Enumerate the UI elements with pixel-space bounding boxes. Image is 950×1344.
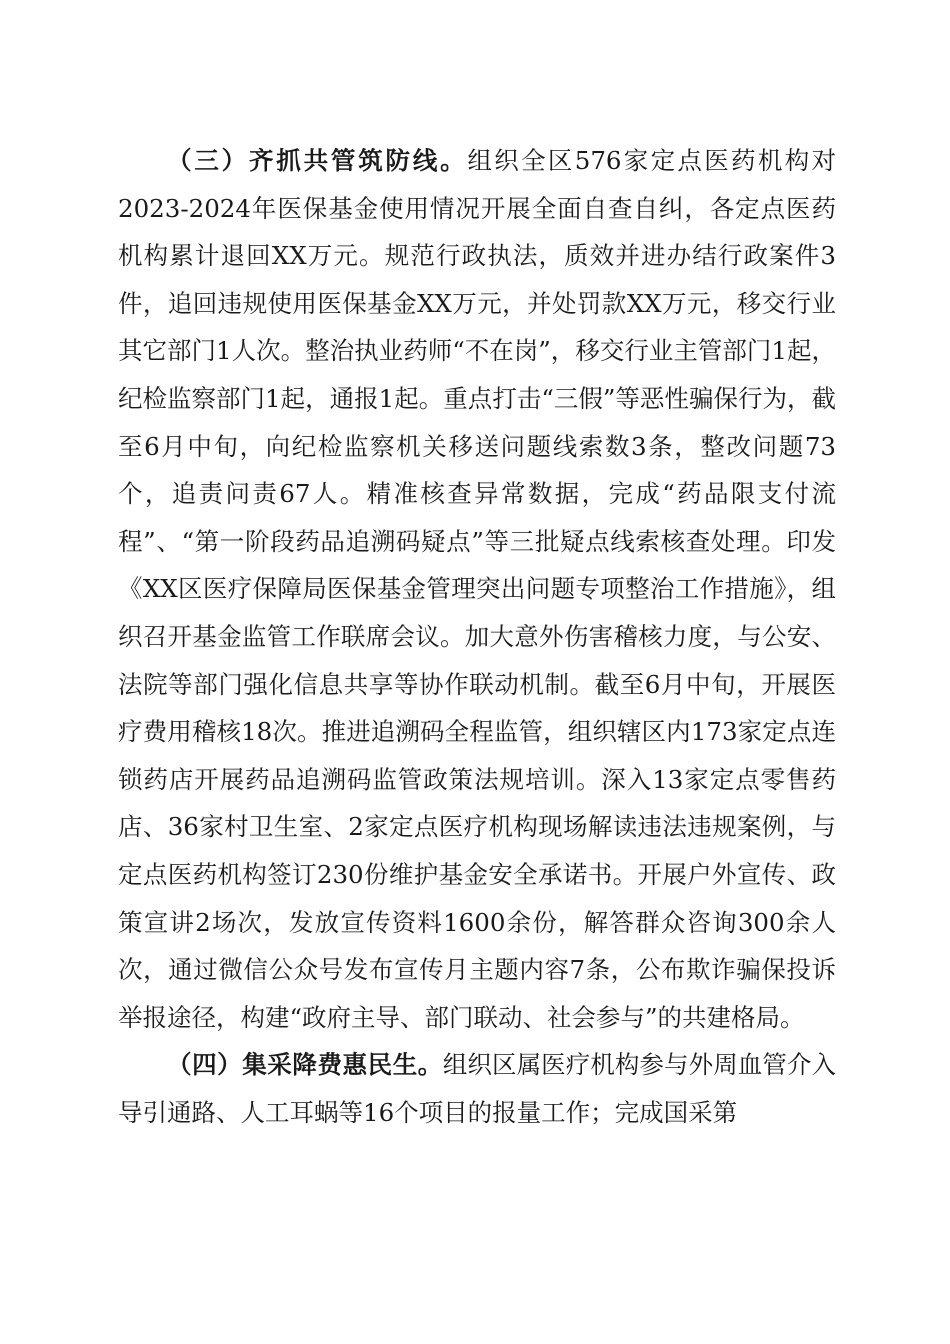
section-4-body: 组织区属医疗机构参与外周血管介入导引通路、人工耳蜗等16个项目的报量工作；完成国采第 <box>118 1050 837 1127</box>
section-3-body: 组织全区576家定点医药机构对2023-2024年医保基金使用情况开展全面自查自纠，各定点医药机构累计退回XX万元。规范行政执法，质效并进办结行政案件3件，追回违规使用医保基金XX万元，并处罚款XX万元，移交行业其它部门1人次。整治执业药师“不在岗”，移交行业主管部门1起，纪检监察部门1起，通报1起。重点打击“三假”等恶性骗保行为，截至6月中旬，向纪检监察机关移送问题线索数3条，整改问题73个，追责问责67人。精准核查异常数据，完成“药品限支付流程”、“第一阶段药品追溯码疑点”等三批疑点线索核查处理。印发《XX区医疗保障局医保基金管理突出问题专项整治工作措施》，组织召开基金监管工作联席会议。加大意外伤害稽核力度，与公安、法院等部门强化信息共享等协作联动机制。截至6月中旬，开展医疗费用稽核18次。推进追溯码全程监管，组织辖区内173家定点连锁药店开展药品追溯码监管政策法规培训。深入13家定点零售药店、36家村卫生室、2家定点医疗机构现场解读违法违规案例，与定点医药机构签订230份维护基金安全承诺书。开展户外宣传、政策宣讲2场次，发放宣传资料1600余份，解答群众咨询300余人次，通过微信公众号发布宣传月主题内容7条，公布欺诈骗保投诉举报途径，构建“政府主导、部门联动、社会参与”的共建格局。 <box>118 146 837 1032</box>
section-4-heading: （四）集采降费惠民生。 <box>167 1050 443 1080</box>
paragraph-section-3 <box>118 137 836 1041</box>
paragraph-section-4 <box>118 1041 836 1136</box>
document-body <box>118 137 836 1136</box>
section-3-heading: （三）齐抓共管筑防线。 <box>167 146 468 175</box>
